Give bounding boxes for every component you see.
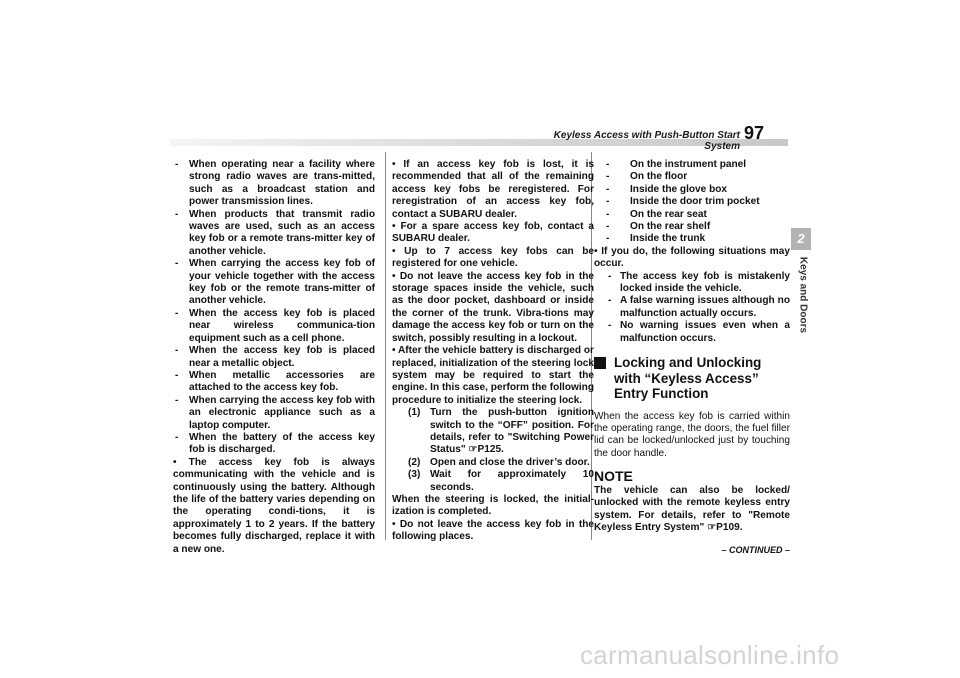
paragraph: When the steering is locked, the initial-ization is completed. [392, 493, 594, 518]
situation-item: - The access key fob is mistakenly locked inside the vehicle. [608, 270, 790, 295]
place-item: - On the rear seat [606, 208, 707, 220]
watermark: carmanualsonline.info [580, 640, 840, 670]
bullet-text: After the vehicle battery is discharged or replaced, initialization of the steering lock system may be required to start the engine. In this case, perform the following procedure to initialize the steering lock. [392, 345, 594, 406]
bullet-paragraph: • If an access key fob is lost, it is recommended that all of the remaining access key fobs be reregistered. For reregistration of an access key fob, contact a SUBARU dealer. [392, 159, 594, 220]
place-item: - Inside the trunk [606, 233, 706, 245]
step-text: Wait for approximately 10 seconds. [430, 469, 594, 493]
bullet-paragraph: • After the vehicle battery is discharged or replaced, initialization of the steering lock system may be required to start the engine. In this case, perform the following procedure to initialize the steering lock. [392, 345, 594, 406]
bullet-paragraph: • If you do, the following situations may occur. [594, 245, 791, 270]
step-number: (1) [408, 407, 421, 419]
dash-item: - When products that transmit radio waves are used, such as an access key fob or a remote trans-mitter key of another vehicle. [175, 208, 375, 257]
place-text: On the rear seat [630, 208, 707, 220]
place-item: - On the instrument panel [606, 159, 747, 170]
situation-text: No warning issues even when a malfunction occurs. [620, 320, 790, 344]
dash-item-text: When metallic accessories are attached to the access key fob. [189, 369, 375, 394]
place-text: On the rear shelf [630, 221, 711, 233]
continued-marker: – CONTINUED – [721, 545, 790, 555]
dash-item-text: When carrying the access key fob with an electronic appliance such as a laptop computer. [189, 394, 375, 431]
chapter-tab-number: 2 [791, 228, 811, 250]
procedure-step [392, 407, 594, 457]
section-title: Locking and Unlocking with “Keyless Access” Entry Function [614, 355, 762, 402]
place-text: On the instrument panel [630, 159, 747, 170]
page-number: 97 [744, 123, 765, 143]
situation-item: - A false warning issues although no malfunction actually occurs. [608, 295, 790, 319]
place-item: - On the floor [606, 171, 688, 183]
bullet-text: Do not leave the access key fob in the following places. [392, 518, 594, 543]
place-text: Inside the door trim pocket [630, 196, 760, 208]
step-number: (3) [408, 469, 421, 481]
step-number: (2) [408, 456, 421, 468]
procedure-step [392, 469, 594, 494]
place-text: On the floor [630, 171, 688, 183]
situation-text: A false warning issues although no malfunction actually occurs. [620, 295, 790, 319]
column-1 [173, 159, 375, 556]
dash-item-text: When products that transmit radio waves are used, such as an access key fob or a remote trans-mitter key of another vehicle. [189, 208, 375, 257]
situation-item: - No warning issues even when a malfunction occurs. [608, 320, 790, 344]
dash-item: - When the access key fob is placed near a metallic object. [175, 345, 375, 369]
place-item: - On the rear shelf [606, 221, 711, 233]
bullet-paragraph: • The access key fob is always communicating with the vehicle and is continuously using the battery. Although the life of the battery varies depending on the operating condi-tions, it is approximately 1 to 2 years. If the battery becomes fully discharged, replace it with a new one. [173, 456, 375, 555]
step-text: Open and close the driver’s door. [430, 456, 590, 468]
note-text: The vehicle can also be locked/ unlocked with the remote keyless entry system. For details, refer to "Remote Keyless Entry System" ☞P109. [594, 484, 790, 533]
dash-item: - When the access key fob is placed near wireless communica-tion equipment such as a cell phone. [175, 307, 375, 344]
bullet-paragraph: • Do not leave the access key fob in the storage spaces inside the vehicle, such as the door pocket, dashboard or inside the corner of the trunk. Vibra-tions may damage the access key fob or turn on the switch, possibly resulting in a lockout. [392, 270, 594, 344]
place-item: - Inside the door trim pocket [606, 196, 760, 208]
dash-item-text: When the access key fob is placed near wireless communica-tion equipment such as a cell phone. [189, 307, 375, 344]
dash-item: - When metallic accessories are attached to the access key fob. [175, 369, 375, 394]
bullet-paragraph: • Do not leave the access key fob in the following places. [392, 518, 594, 543]
place-text: Inside the trunk [630, 233, 706, 245]
situation-text: The access key fob is mistakenly locked inside the vehicle. [620, 270, 790, 295]
place-text: Inside the glove box [630, 183, 728, 195]
chapter-tab-label-text: Keys and Doors [797, 256, 809, 334]
bullet-text: The access key fob is always communicating with the vehicle and is continuously using the battery. Although the life of the battery varies depending on the operating condi-tions, it is approximately 1 to 2 years. If the battery becomes fully discharged, replace it with a new one. [173, 456, 375, 555]
dash-item-text: When the access key fob is placed near a metallic object. [189, 345, 375, 369]
place-item: - Inside the glove box [606, 183, 728, 195]
dash-item-text: When carrying the access key fob of your vehicle together with the access key fob or the remote trans-mitter of another vehicle. [189, 258, 375, 307]
dash-item: - When operating near a facility where strong radio waves are trans-mitted, such as a broadcast station and power transmission lines. [175, 159, 375, 208]
section-square-icon [594, 357, 606, 369]
bullet-text: Do not leave the access key fob in the storage spaces inside the vehicle, such as the door pocket, dashboard or inside the corner of the trunk. Vibra-tions may damage the access key fob or turn on the switch, possibly resulting in a lockout. [392, 270, 594, 344]
note-heading: NOTE [594, 468, 633, 485]
column-divider-left [385, 152, 386, 540]
bullet-text: For a spare access key fob, contact a SUBARU dealer. [392, 221, 595, 245]
dash-item: - When carrying the access key fob of your vehicle together with the access key fob or the remote trans-mitter of another vehicle. [175, 258, 375, 307]
procedure-step [392, 457, 594, 469]
dash-item-text: When operating near a facility where strong radio waves are trans-mitted, such as a broadcast station and power transmission lines. [189, 159, 375, 208]
column-2 [392, 159, 594, 544]
chapter-tab-label [796, 255, 810, 335]
bullet-text: Up to 7 access key fobs can be registered for one vehicle. [392, 245, 595, 270]
dash-item: - When the battery of the access key fob is discharged. [175, 431, 375, 456]
bullet-text: If an access key fob is lost, it is recommended that all of the remaining access key fobs be reregistered. For reregistration of an access key fob, contact a SUBARU dealer. [392, 159, 594, 220]
running-header-title: Keyless Access with Push-Button Start System [553, 130, 740, 152]
column-3 [594, 159, 790, 534]
section-body: When the access key fob is carried within the operating range, the doors, the fuel filler lid can be locked/unlocked just by touching the door handle. [594, 410, 790, 459]
bullet-text: If you do, the following situations may occur. [594, 245, 791, 270]
section-heading [594, 355, 790, 402]
bullet-paragraph: • Up to 7 access key fobs can be registered for one vehicle. [392, 245, 595, 270]
dash-item-text: When the battery of the access key fob is discharged. [189, 431, 375, 456]
dash-item: - When carrying the access key fob with an electronic appliance such as a laptop computer. [175, 394, 375, 431]
bullet-paragraph: • For a spare access key fob, contact a SUBARU dealer. [392, 221, 595, 245]
step-text: Turn the push-button ignition switch to the “OFF” position. For details, refer to "Switching Power Status" ☞P125. [430, 407, 594, 456]
